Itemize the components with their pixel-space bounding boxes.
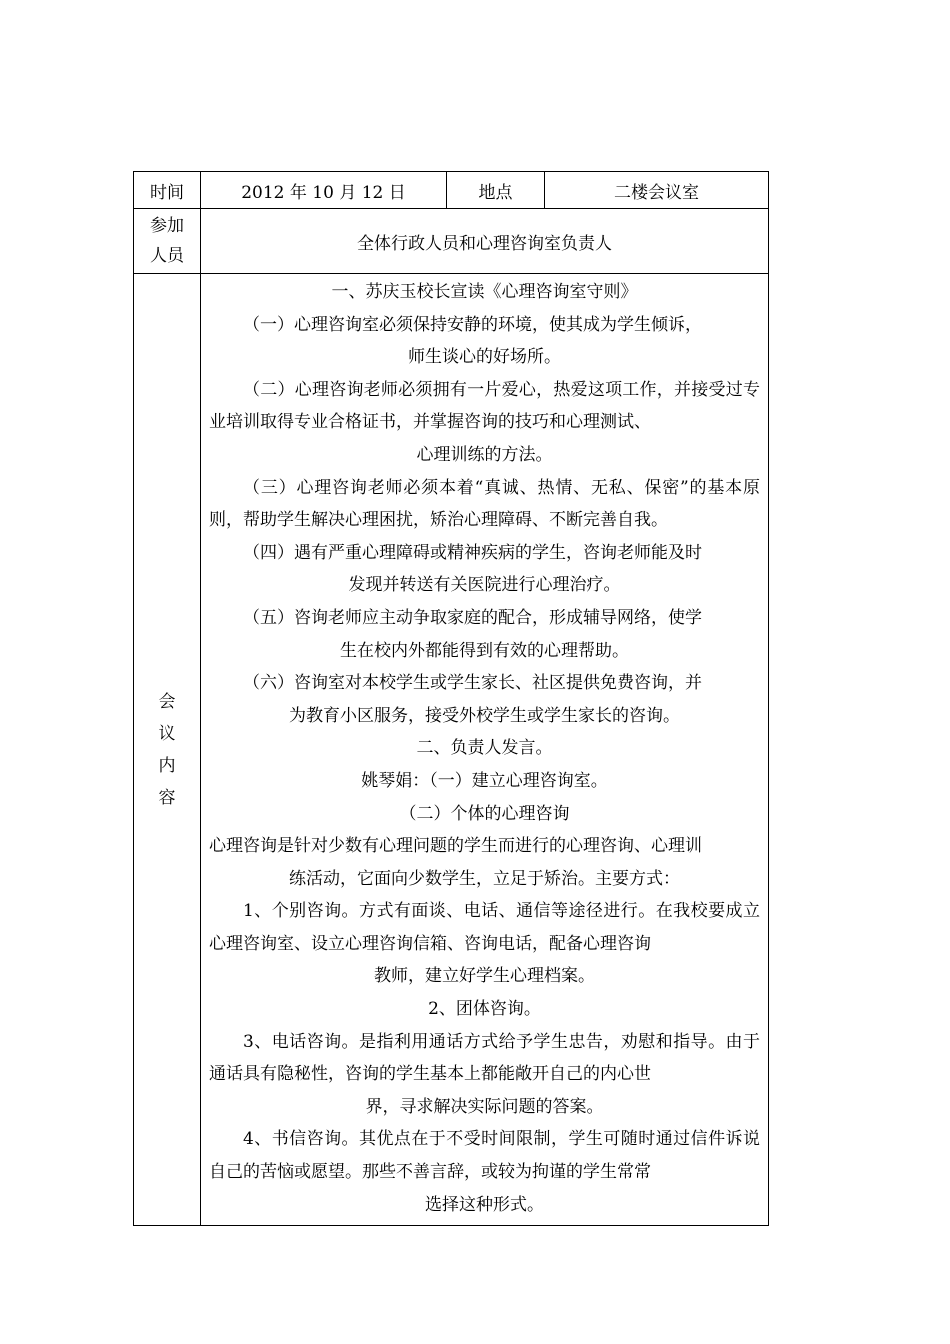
speaker-line: 姚琴娟：（一）建立心理咨询室。	[361, 770, 608, 791]
method-3	[209, 1026, 760, 1124]
method-3-tail: 界，寻求解决实际问题的答案。	[365, 1096, 604, 1117]
rule-5	[209, 602, 760, 667]
time-row	[134, 172, 769, 209]
rule-2-text: （二）心理咨询老师必须拥有一片爱心，热爱这项工作，并接受过专业培训取得专业合格证书，并掌握咨询的技巧和心理测试、	[209, 379, 760, 433]
section-2-heading: 二、负责人发言。	[416, 738, 553, 759]
meeting-content	[201, 274, 769, 1226]
attendees-label-line-1: 参加	[150, 216, 184, 236]
counseling-intro-tail: 练活动，它面向少数学生，立足于矫治。主要方式：	[289, 868, 680, 889]
rule-1-text: （一）心理咨询室必须保持安静的环境，使其成为学生倾诉，	[243, 314, 702, 335]
counseling-intro-text: 心理咨询是针对少数有心理问题的学生而进行的心理咨询、心理训	[209, 836, 702, 857]
time-value: 2012 年 10 月 12 日	[201, 172, 447, 209]
content-label	[134, 274, 201, 1226]
rule-4-tail: 发现并转送有关医院进行心理治疗。	[348, 575, 621, 596]
attendees-value: 全体行政人员和心理咨询室负责人	[201, 209, 769, 274]
counseling-intro	[209, 830, 760, 895]
method-1	[209, 895, 760, 993]
rule-1-tail: 师生谈心的好场所。	[408, 347, 561, 368]
content-label-char-3: 内	[158, 755, 176, 776]
rule-6-text: （六）咨询室对本校学生或学生家长、社区提供免费咨询，并	[243, 673, 702, 694]
method-1-tail: 教师，建立好学生心理档案。	[374, 966, 595, 987]
content-label-char-1: 会	[158, 691, 176, 712]
content-row	[134, 274, 769, 1226]
rule-2-tail: 心理训练的方法。	[416, 444, 553, 465]
rule-4-text: （四）遇有严重心理障碍或精神疾病的学生，咨询老师能及时	[243, 542, 702, 563]
rule-4	[209, 537, 760, 602]
rule-3: （三）心理咨询老师必须本着“真诚、热情、无私、保密”的基本原则，帮助学生解决心理困扰，矫治心理障碍、不断完善自我。	[209, 477, 760, 531]
attendees-label-line-2: 人员	[150, 246, 184, 266]
content-label-char-2: 议	[158, 723, 176, 744]
rule-2	[209, 374, 760, 472]
method-4-tail: 选择这种形式。	[425, 1194, 544, 1215]
place-value: 二楼会议室	[545, 172, 769, 209]
time-label: 时间	[134, 172, 201, 209]
rule-6	[209, 667, 760, 732]
place-label: 地点	[447, 172, 545, 209]
meeting-record-table	[133, 171, 769, 1226]
method-1-text: 1、个别咨询。方式有面谈、电话、通信等途径进行。在我校要成立心理咨询室、设立心理咨询信箱、咨询电话，配备心理咨询	[209, 901, 760, 954]
rule-6-tail: 为教育小区服务，接受外校学生或学生家长的咨询。	[289, 705, 680, 726]
method-4	[209, 1123, 760, 1221]
attendees-label	[134, 209, 201, 274]
subsection-heading: （二）个体的心理咨询	[399, 803, 570, 824]
attendees-row	[134, 209, 769, 274]
rule-5-text: （五）咨询老师应主动争取家庭的配合，形成辅导网络，使学	[243, 607, 702, 628]
rule-1	[209, 309, 760, 374]
method-3-text: 3、电话咨询。是指利用通话方式给予学生忠告，劝慰和指导。由于通话具有隐秘性，咨询的学生基本上都能敞开自己的内心世	[209, 1031, 760, 1085]
rule-5-tail: 生在校内外都能得到有效的心理帮助。	[340, 640, 629, 661]
content-label-char-4: 容	[158, 787, 176, 808]
method-4-text: 4、书信咨询。其优点在于不受时间限制，学生可随时通过信件诉说自己的苦恼或愿望。那些不善言辞，或较为拘谨的学生常常	[209, 1129, 760, 1183]
section-1-heading: 一、苏庆玉校长宣读《心理咨询室守则》	[331, 282, 638, 302]
method-2: 2、团体咨询。	[428, 999, 541, 1020]
